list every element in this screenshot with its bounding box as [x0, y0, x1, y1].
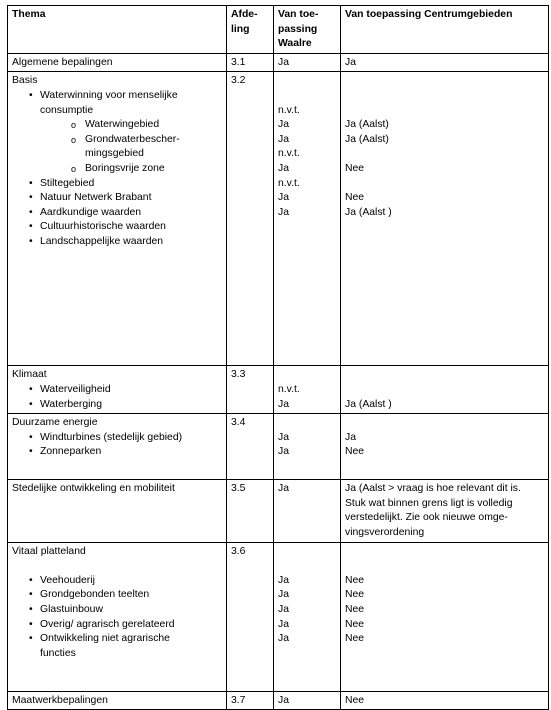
header-afdeling: Afde- ling — [227, 6, 274, 54]
table-row-algemeen — [8, 53, 549, 72]
cell-afdeling: 3.3 — [227, 366, 274, 414]
list-item: • Ontwikkeling niet agrarische — [12, 632, 222, 647]
table-row-basis — [8, 72, 549, 366]
list-item: • Waterwinning voor menselijke — [12, 89, 222, 104]
cell-afdeling: 3.2 — [227, 72, 274, 366]
table-row-platteland — [8, 542, 549, 691]
list-item: o Waterwingebied — [12, 118, 222, 133]
cell-waalre: Ja — [274, 691, 341, 710]
header-waalre: Van toe- passing Waalre — [274, 6, 341, 54]
list-item: • Stiltegebied — [12, 177, 222, 192]
list-item: • Grondgebonden teelten — [12, 588, 222, 603]
cell-thema: Maatwerkbepalingen — [8, 691, 227, 710]
cell-centrum: Nee — [341, 691, 549, 710]
cell-afdeling: 3.5 — [227, 480, 274, 542]
header-row — [8, 6, 549, 54]
list-item: • Veehouderij — [12, 574, 222, 589]
list-item: • Waterveiligheid — [12, 383, 222, 398]
list-item: o Grondwaterbescher- — [12, 133, 222, 148]
list-item: • Waterberging — [12, 398, 222, 413]
cell-afdeling: 3.7 — [227, 691, 274, 710]
cell-afdeling: 3.1 — [227, 53, 274, 72]
list-item: • Zonneparken — [12, 445, 222, 460]
cell-centrum: Ja (Aalst ) — [341, 366, 549, 414]
cell-waalre: n.v.t. Ja — [274, 366, 341, 414]
list-item: • Glastuinbouw — [12, 603, 222, 618]
cell-waalre: Ja Ja — [274, 414, 341, 480]
cell-thema: Vitaal platteland • Veehouderij • Grondgebonden teelten • Glastuinbouw • Overig/ agrarisch gerelateerd • Ontwikkeling niet agrarische functies — [8, 542, 227, 691]
list-item: • Aardkundige waarden — [12, 206, 222, 221]
table-row-stedelijk — [8, 480, 549, 542]
cell-waalre: Ja Ja Ja Ja Ja — [274, 542, 341, 691]
cell-waalre: Ja — [274, 53, 341, 72]
list-item-continuation: mingsgebied — [85, 148, 144, 160]
cell-centrum: Nee Nee Nee Nee Nee — [341, 542, 549, 691]
cell-thema: Basis • Waterwinning voor menselijke consumptie o Waterwingebied o Grondwaterbescher- mingsgebied o Boringsvrije zone • Stiltegebied • Natuur Netwerk Brabant • Aardkundige waarden • Cultuurhistorische waarden • Landschappelijke waarden — [8, 72, 227, 366]
cell-waalre: Ja — [274, 480, 341, 542]
cell-waalre: n.v.t. Ja Ja n.v.t. Ja n.v.t. Ja Ja — [274, 72, 341, 366]
list-item: o Boringsvrije zone — [12, 162, 222, 177]
cell-centrum: Ja Nee — [341, 414, 549, 480]
cell-thema: Duurzame energie • Windturbines (stedelijk gebied) • Zonneparken — [8, 414, 227, 480]
cell-thema: Klimaat • Waterveiligheid • Waterberging — [8, 366, 227, 414]
list-item: • Landschappelijke waarden — [12, 235, 222, 250]
cell-centrum: Ja (Aalst) Ja (Aalst) Nee Nee Ja (Aalst ) — [341, 72, 549, 366]
list-item-continuation: consumptie — [40, 104, 94, 116]
cell-centrum: Ja — [341, 53, 549, 72]
cell-centrum: Ja (Aalst > vraag is hoe relevant dit is. Stuk wat binnen grens ligt is volledig verstedelijkt. Zie ook nieuwe omge- vingsverordening — [341, 480, 549, 542]
list-item: • Cultuurhistorische waarden — [12, 220, 222, 235]
cell-afdeling: 3.6 — [227, 542, 274, 691]
cell-thema: Algemene bepalingen — [8, 53, 227, 72]
list-item: • Overig/ agrarisch gerelateerd — [12, 618, 222, 633]
applicability-table — [7, 5, 549, 710]
list-item: • Natuur Netwerk Brabant — [12, 191, 222, 206]
cell-thema: Stedelijke ontwikkeling en mobiliteit — [8, 480, 227, 542]
cell-afdeling: 3.4 — [227, 414, 274, 480]
table-row-klimaat — [8, 366, 549, 414]
header-thema: Thema — [8, 6, 227, 54]
table-row-energie — [8, 414, 549, 480]
header-centrum: Van toepassing Centrumgebieden — [341, 6, 549, 54]
list-item-continuation: functies — [40, 647, 76, 659]
list-item: • Windturbines (stedelijk gebied) — [12, 431, 222, 446]
